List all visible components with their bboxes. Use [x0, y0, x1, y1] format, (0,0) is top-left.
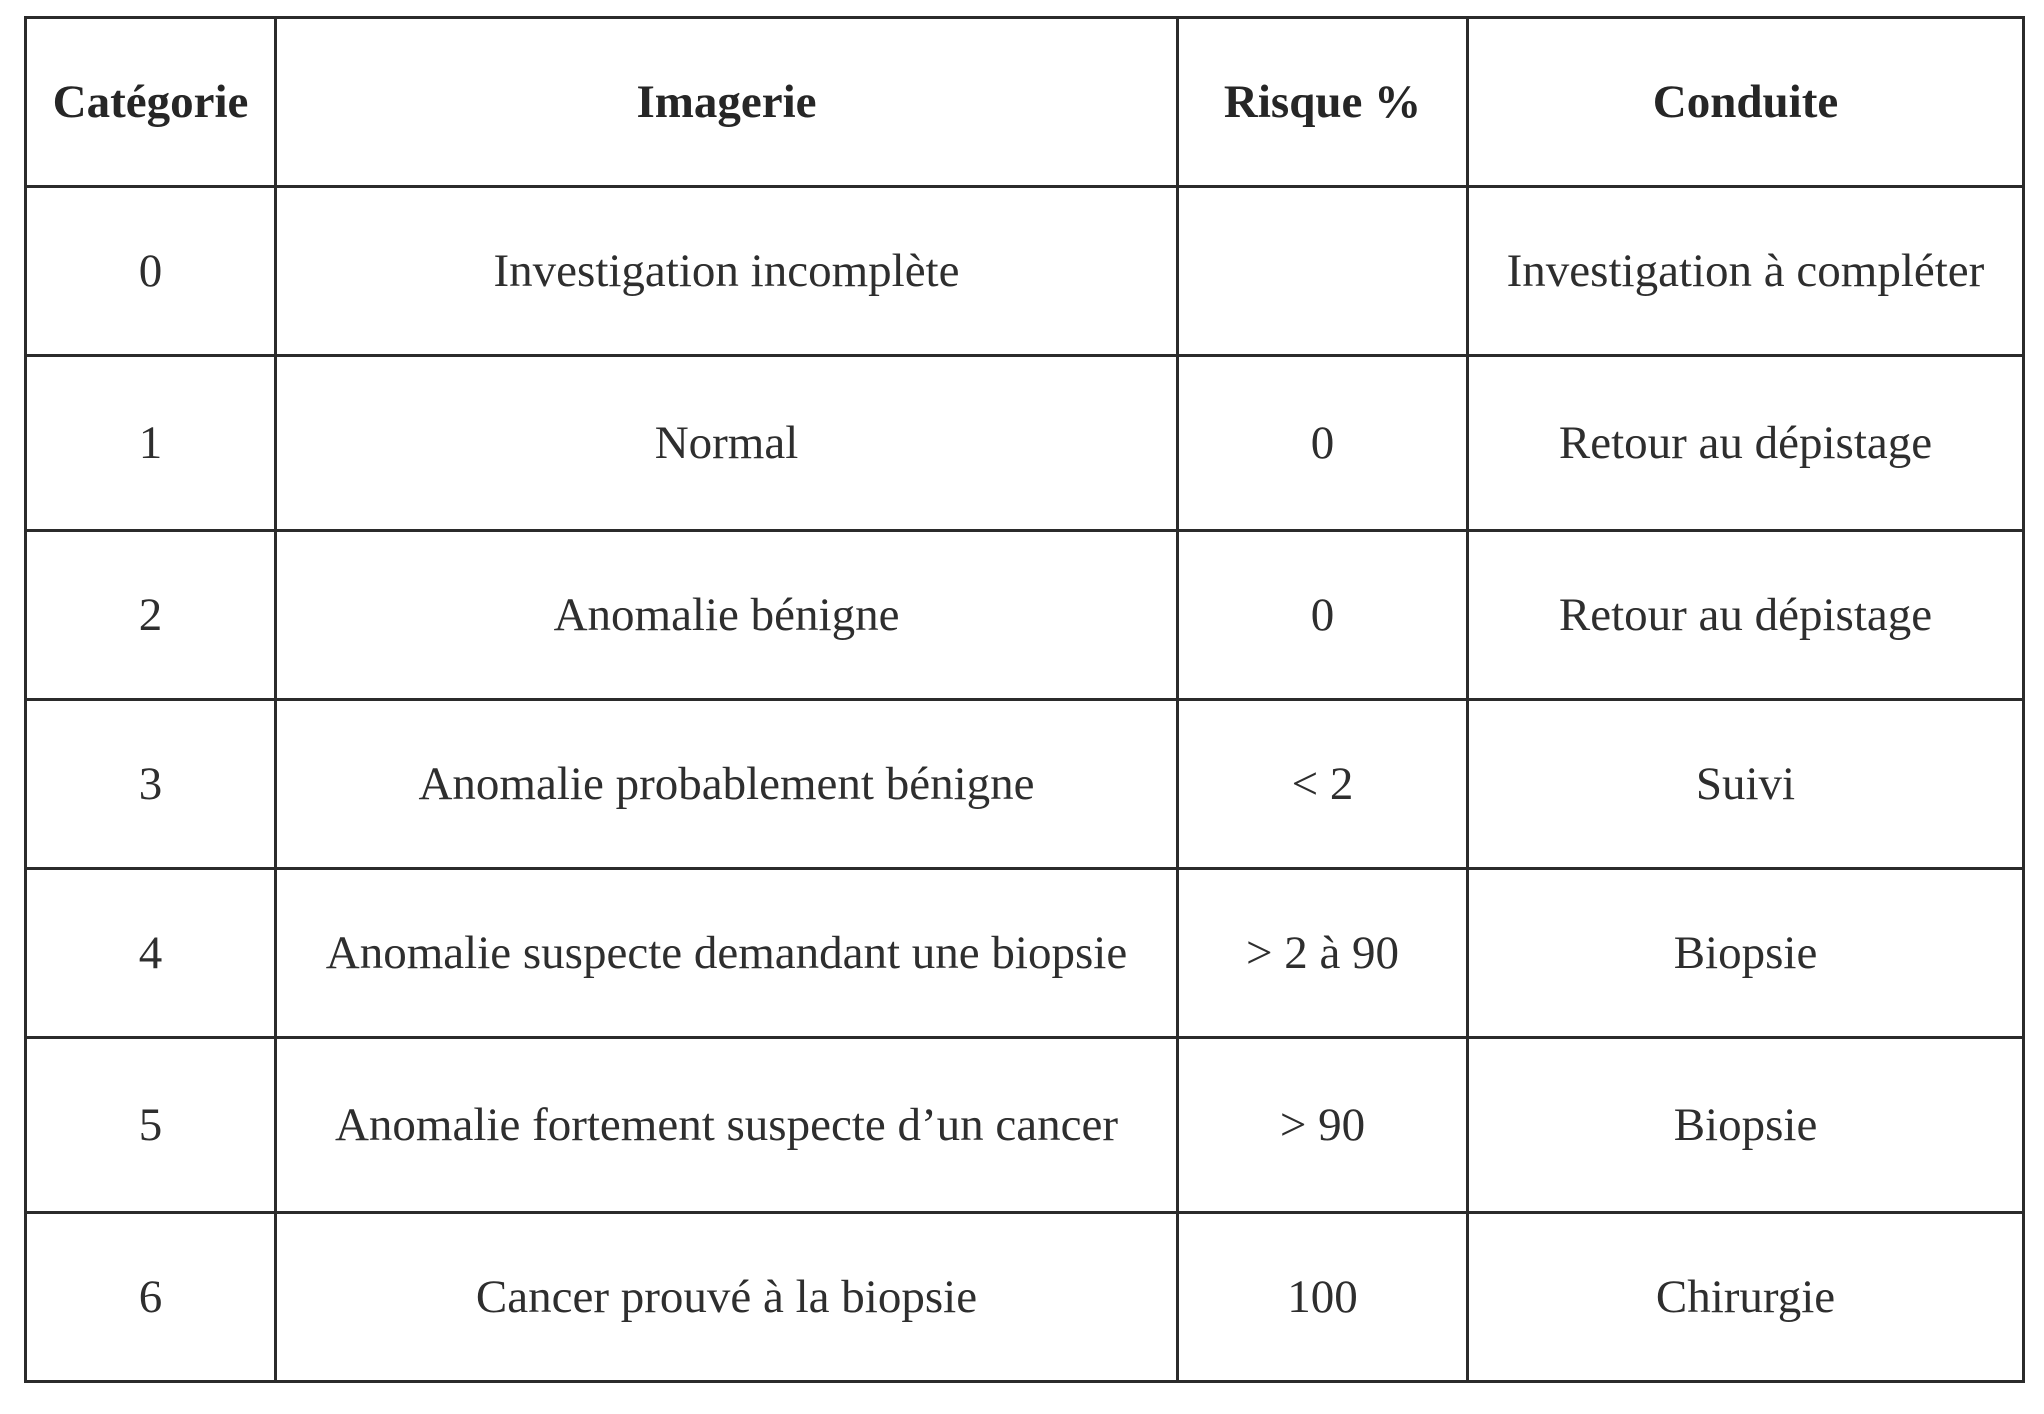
- table-row: [26, 531, 2024, 700]
- header-conduite: Conduite: [1468, 18, 2024, 187]
- cell-conduite: Retour au dépistage: [1468, 531, 2024, 700]
- cell-conduite: Suivi: [1468, 700, 2024, 869]
- cell-categorie: 0: [26, 187, 276, 356]
- cell-risque: 100: [1178, 1213, 1468, 1382]
- cell-categorie: 3: [26, 700, 276, 869]
- classification-table: [24, 16, 2025, 1383]
- cell-imagerie: Cancer prouvé à la biopsie: [276, 1213, 1178, 1382]
- table-row: [26, 1038, 2024, 1213]
- table-row: [26, 869, 2024, 1038]
- cell-conduite: Investigation à compléter: [1468, 187, 2024, 356]
- cell-risque: < 2: [1178, 700, 1468, 869]
- header-risque: Risque %: [1178, 18, 1468, 187]
- cell-risque: [1178, 187, 1468, 356]
- cell-conduite: Biopsie: [1468, 869, 2024, 1038]
- cell-categorie: 4: [26, 869, 276, 1038]
- cell-risque: 0: [1178, 531, 1468, 700]
- cell-conduite: Chirurgie: [1468, 1213, 2024, 1382]
- header-categorie: Catégorie: [26, 18, 276, 187]
- cell-categorie: 6: [26, 1213, 276, 1382]
- table-row: [26, 700, 2024, 869]
- table-row: [26, 1213, 2024, 1382]
- cell-risque: > 90: [1178, 1038, 1468, 1213]
- table-body: [26, 187, 2024, 1382]
- header-imagerie: Imagerie: [276, 18, 1178, 187]
- classification-table-container: [24, 16, 2022, 1383]
- cell-categorie: 5: [26, 1038, 276, 1213]
- cell-imagerie: Anomalie bénigne: [276, 531, 1178, 700]
- header-row: [26, 18, 2024, 187]
- cell-categorie: 1: [26, 356, 276, 531]
- table-header: [26, 18, 2024, 187]
- table-row: [26, 187, 2024, 356]
- cell-imagerie: Normal: [276, 356, 1178, 531]
- cell-imagerie: Anomalie probablement bénigne: [276, 700, 1178, 869]
- cell-conduite: Retour au dépistage: [1468, 356, 2024, 531]
- cell-conduite: Biopsie: [1468, 1038, 2024, 1213]
- cell-risque: > 2 à 90: [1178, 869, 1468, 1038]
- cell-risque: 0: [1178, 356, 1468, 531]
- cell-imagerie: Anomalie fortement suspecte d’un cancer: [276, 1038, 1178, 1213]
- table-row: [26, 356, 2024, 531]
- cell-imagerie: Investigation incomplète: [276, 187, 1178, 356]
- cell-categorie: 2: [26, 531, 276, 700]
- cell-imagerie: Anomalie suspecte demandant une biopsie: [276, 869, 1178, 1038]
